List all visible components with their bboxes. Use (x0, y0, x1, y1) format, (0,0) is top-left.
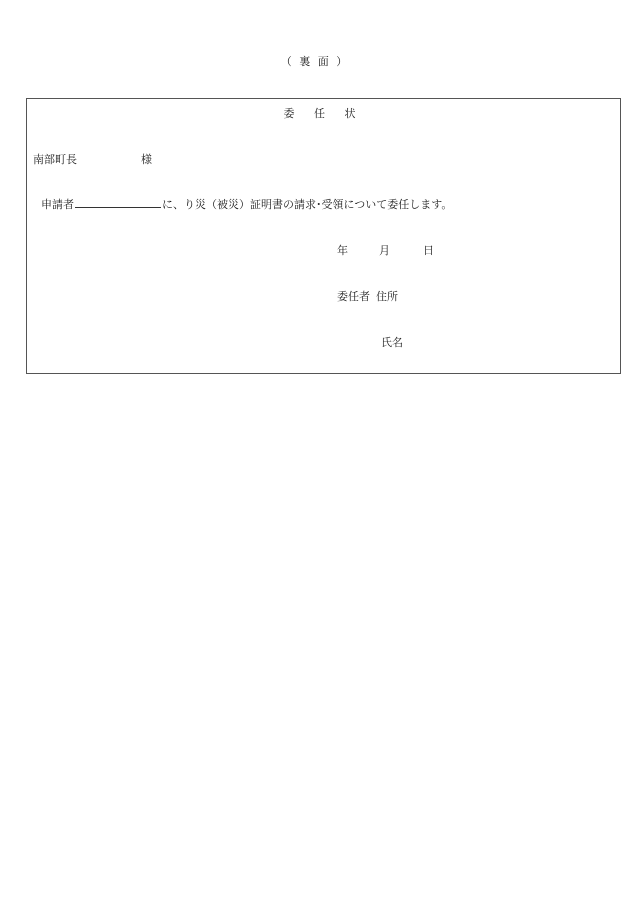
addressee-honorific: 様 (141, 153, 152, 166)
date-day-label: 日 (423, 244, 434, 257)
date-month-label: 月 (379, 244, 390, 257)
addressee (33, 151, 152, 167)
page-side-label: （ 裏 面 ） (280, 55, 350, 68)
date-year-label: 年 (337, 244, 348, 257)
addressee-name: 南部町長 (33, 153, 77, 166)
delegate-address-row (337, 288, 398, 304)
proxy-form (26, 98, 621, 374)
delegate-address-label: 住所 (376, 290, 398, 303)
delegation-statement (41, 196, 452, 212)
delegate-name-label: 氏名 (381, 336, 403, 349)
statement-text: に、り災（被災）証明書の請求･受領について委任します。 (162, 198, 453, 211)
delegate-name-row (381, 334, 403, 350)
form-title: 委 任 状 (283, 107, 364, 120)
applicant-name-blank[interactable] (75, 197, 161, 208)
delegate-role-label: 委任者 (337, 290, 370, 303)
applicant-label: 申請者 (41, 198, 74, 211)
